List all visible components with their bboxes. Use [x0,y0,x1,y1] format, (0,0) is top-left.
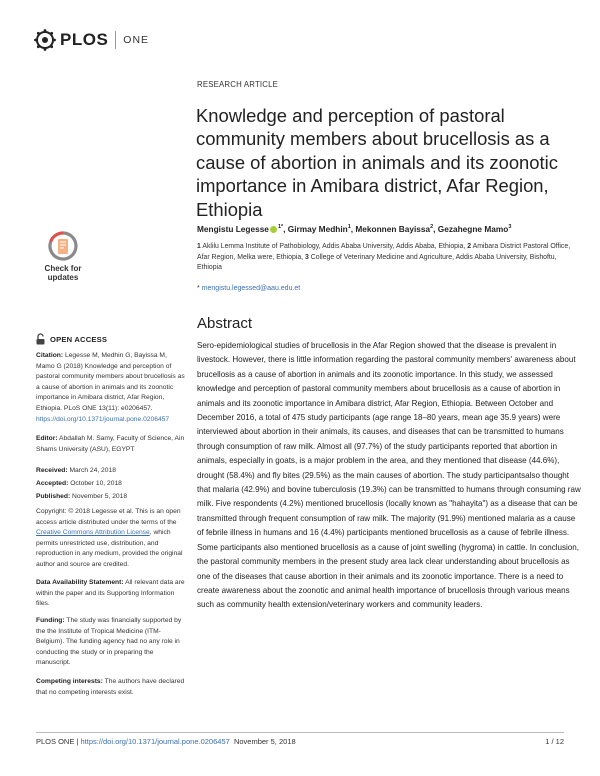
copyright-block: Copyright: © 2018 Legesse et al. This is an open access article distributed under the terms of the Creative Commons Attribution License, which permits unrestricted use, distribution, and reproduction in any medium, provided the original author and source are credited. [36,508,183,568]
logo-brand: PLOS [60,30,109,49]
logo-journal: ONE [123,34,150,46]
funding-block: Funding: The study was financially supported by the the Institute of Tropical Medicine (ITM-Belgium). The funding agency had no any role in conducting the study or in preparing the manuscript. [36,617,182,667]
plos-one-logo [34,28,149,52]
author-name[interactable]: Girmay Medhin [287,224,348,234]
abstract-heading: Abstract [197,315,253,332]
open-access-label: OPEN ACCESS [36,333,107,345]
article-type: RESEARCH ARTICLE [197,80,279,89]
check-updates-label: Check for updates [44,264,82,282]
accepted-date: Accepted: October 10, 2018 [36,480,122,487]
data-availability-block: Data Availability Statement: All relevant data are within the paper and its Supporting Information files. [36,579,185,608]
published-date: Published: November 5, 2018 [36,493,128,500]
open-lock-icon [36,333,45,345]
page-number: 1 / 12 [545,737,564,746]
author-name[interactable]: Gezahegne Mamo [437,224,509,234]
license-link[interactable]: Creative Commons Attribution License [36,529,150,537]
footer-doi-link[interactable]: https://doi.org/10.1371/journal.pone.0206457 [80,737,230,746]
check-for-updates-badge[interactable] [38,230,88,286]
corresponding-email: * mengistu.legessed@aau.edu.et [197,285,301,292]
plos-logo-icon [34,29,56,51]
competing-interests-block: Competing interests: The authors have declared that no competing interests exist. [36,678,185,696]
orcid-icon[interactable] [270,226,277,233]
abstract-text: Sero-epidemiological studies of brucellosis in the Afar Region showed that the disease is prevalent in livestock. However, there is little information regarding the pastoral community members' awareness about brucellosis as a cause of abortion in animals and its zoonotic importance. In this study, we assessed knowledge and perception of pastoral community members about brucellosis as a cause of abortion in animals and its zoonotic importance in Amibara district, Afar Region, Ethiopia. Between October and December 2016, a total of 475 study participants (age range 18–80 years, mean age 35.9 years) were interviewed about abortion in their animals, its causes, and diseases that can be transmitted to humans through consumption of raw milk. Almost all (97.7%) of the study participants reported that abortion in animals, especially in goats, is a major problem in the area, and they mentioned that disease (44.6%), drought (58.4%) and fly bites (29.5%) as the main causes of abortion. The study participantsalso thought that malaria (42.9%) and bovine tuberculosis (19.3%) can be transmitted to humans through consuming raw milk. Five respondents (4.2%) mentioned brucellosis (locally known as "hahayita") as a disease that can be transmitted through frequent consumption of raw milk. The majority (91.9%) mentioned malaria as a cause of febrile illness in humans and 16 (4.4%) participants mentioned brucellosis as a cause of febrile illness. Some participants also mentioned brucellosis as a cause of joint swelling (hygroma) in cattle. In conclusion, the pastoral community members in the present study area lack clear understanding about brucellosis as one of the diseases that cause abortion in their animals and its zoonotic importance. There is a need to create awareness about the zoonotic and animal health importance of brucellosis through various means such as community health extension/veterinary workers and community leaders. [197,341,581,610]
check-updates-icon [46,230,80,262]
footer-divider [36,732,564,733]
email-link[interactable]: mengistu.legessed@aau.edu.et [201,285,301,292]
footer-citation: PLOS ONE | https://doi.org/10.1371/journal.pone.0206457 November 5, 2018 [36,737,296,746]
author-list: Mengistu Legesse $^{1*}$, Girmay Medhin$^1$, Mekonnen Bayissa$^2$, Gezahegne Mamo$^3$ [197,224,512,234]
received-date: Received: March 24, 2018 [36,467,116,474]
citation-block: Citation: Legesse M, Medhin G, Bayissa M, Mamo G (2018) Knowledge and perception of pastoral community members about brucellosis as a cause of abortion in animals and its zoonotic importance in Amibara district, Afar Region, Ethiopia. PLoS ONE 13(11): e0206457. https://doi.org/10.1371/journal.pone.0206457 [36,352,185,423]
article-title: Knowledge and perception of pastoral community members about brucellosis as a cause of abortion in animals and its zoonotic importance in Amibara district, Afar Region, Ethiopia [196,105,558,220]
citation-doi-link[interactable]: https://doi.org/10.1371/journal.pone.0206457 [36,415,170,423]
author-name[interactable]: Mengistu Legesse [197,224,269,234]
affiliations: 1 Aklilu Lemma Institute of Pathobiology, Addis Ababa University, Addis Ababa, Ethiopia, 2 Amibara District Pastoral Office, Afar Region, Melka were, Ethiopia, 3 College of Veterinary Medicine and Agriculture, Addis Ababa University, Bishoftu, Ethiopia [197,243,571,272]
author-name[interactable]: Mekonnen Bayissa [355,224,431,234]
editor-block: Editor: Abdallah M. Samy, Faculty of Science, Ain Shams University (ASU), EGYPT [36,435,185,453]
logo-divider [115,31,116,49]
